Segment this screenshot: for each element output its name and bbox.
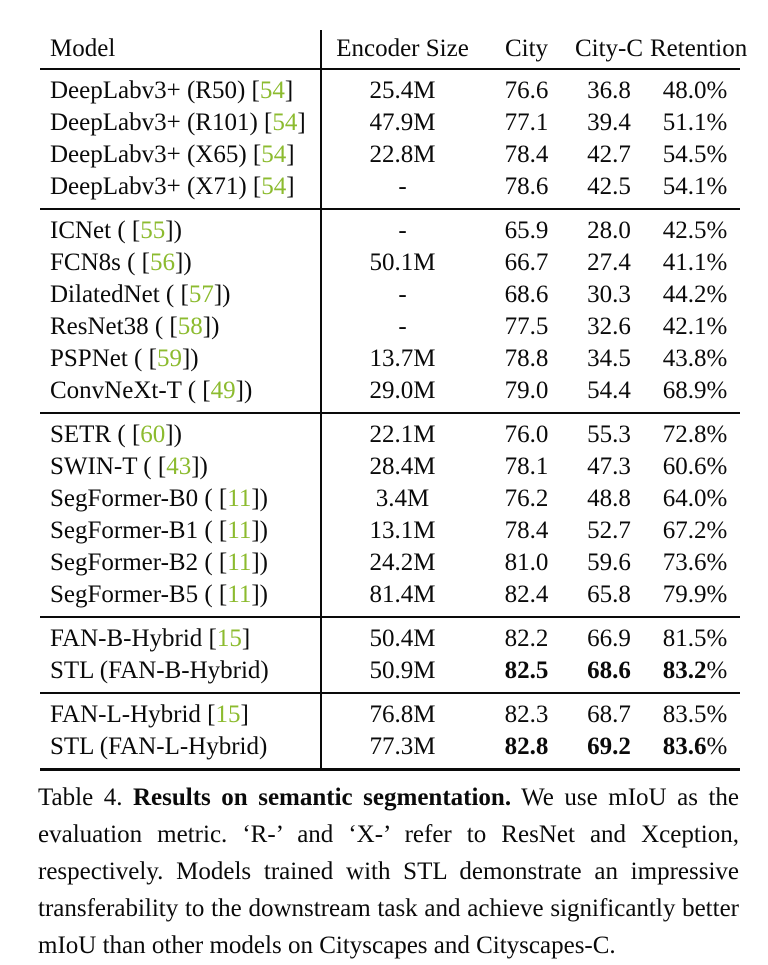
city-c-miou-value: 36.8	[587, 77, 631, 104]
table-section-4	[40, 618, 740, 694]
city-c-miou-value: 48.8	[587, 485, 631, 512]
table-row	[40, 655, 740, 687]
retention-cell	[650, 249, 740, 277]
city-c-miou-value: 27.4	[587, 249, 631, 276]
column-header-model: Model	[50, 35, 116, 62]
city-miou-value: 76.0	[504, 421, 549, 448]
column-header-retention: Retention	[650, 35, 748, 62]
model-name: STL (FAN-L-Hybrid)	[50, 733, 268, 760]
model-name-suffix: ])	[251, 549, 268, 576]
city-miou-value: 77.5	[504, 313, 549, 340]
model-cell	[40, 141, 320, 169]
city-miou-value: 82.8	[504, 733, 549, 760]
table-section-5	[40, 694, 740, 771]
retention-value: 51.1	[662, 109, 707, 136]
percent-sign: %	[706, 581, 728, 608]
model-name-suffix: ])	[213, 281, 231, 308]
city-miou-cell	[485, 485, 568, 513]
city-c-miou-value: 59.6	[587, 549, 631, 576]
model-name-suffix: ])	[175, 249, 192, 276]
retention-value: 79.9	[662, 581, 707, 608]
city-miou-cell	[485, 549, 568, 577]
model-cell	[40, 549, 320, 577]
retention-value: 83.6	[662, 733, 707, 760]
retention-cell	[650, 77, 740, 105]
model-cell	[40, 485, 320, 513]
model-name-suffix: ]	[286, 141, 295, 168]
retention-value: 42.5	[662, 217, 707, 244]
encoder-size-cell: 29.0M	[369, 377, 436, 404]
city-c-miou-cell	[568, 345, 650, 373]
model-cell	[40, 345, 320, 373]
model-cell	[40, 109, 320, 137]
city-miou-value: 82.4	[504, 581, 549, 608]
retention-value: 83.5	[662, 701, 707, 728]
percent-sign: %	[706, 733, 728, 760]
city-c-miou-cell	[568, 249, 650, 277]
retention-cell	[650, 217, 740, 245]
retention-cell	[650, 109, 740, 137]
retention-cell	[650, 625, 740, 653]
citation-link[interactable]: 56	[150, 249, 176, 276]
model-cell	[40, 581, 320, 609]
city-c-miou-cell	[568, 313, 650, 341]
column-divider-rule	[320, 30, 322, 771]
table-section-1	[40, 70, 740, 210]
city-c-miou-cell	[568, 733, 650, 761]
model-cell	[40, 217, 320, 245]
table-row	[40, 579, 740, 611]
table-row	[40, 375, 740, 407]
retention-cell	[650, 733, 740, 761]
retention-cell	[650, 377, 740, 405]
city-c-miou-cell	[568, 377, 650, 405]
citation-link[interactable]: 58	[177, 313, 203, 340]
retention-cell	[650, 517, 740, 545]
city-miou-cell	[485, 313, 568, 341]
model-cell	[40, 313, 320, 341]
model-cell	[40, 453, 320, 481]
retention-value: 68.9	[662, 377, 707, 404]
citation-link[interactable]: 54	[261, 141, 287, 168]
retention-cell	[650, 701, 740, 729]
percent-sign: %	[706, 453, 728, 480]
percent-sign: %	[706, 421, 728, 448]
city-miou-value: 79.0	[504, 377, 549, 404]
percent-sign: %	[706, 701, 728, 728]
model-name: STL (FAN-B-Hybrid)	[50, 657, 269, 684]
citation-link[interactable]: 57	[188, 281, 214, 308]
model-cell	[40, 249, 320, 277]
city-c-miou-value: 42.7	[587, 141, 631, 168]
model-name: SegFormer-B5 ( [	[50, 581, 228, 608]
city-c-miou-cell	[568, 421, 650, 449]
citation-link[interactable]: 59	[156, 345, 182, 372]
encoder-size-cell: 25.4M	[369, 77, 436, 104]
citation-link[interactable]: 54	[261, 173, 287, 200]
model-cell	[40, 701, 320, 729]
city-miou-value: 76.6	[504, 77, 549, 104]
city-c-miou-cell	[568, 625, 650, 653]
citation-link[interactable]: 15	[215, 701, 241, 728]
city-miou-cell	[485, 249, 568, 277]
model-name-suffix: ]	[284, 77, 294, 104]
model-name: FAN-B-Hybrid [	[50, 625, 217, 652]
city-c-miou-cell	[568, 217, 650, 245]
encoder-size-cell: 24.2M	[369, 549, 436, 576]
table-caption	[38, 779, 739, 964]
city-miou-cell	[485, 77, 568, 105]
city-miou-cell	[485, 517, 568, 545]
table-row	[40, 547, 740, 579]
retention-value: 54.1	[662, 173, 707, 200]
city-c-miou-value: 68.7	[587, 701, 631, 728]
retention-value: 72.8	[662, 421, 707, 448]
column-header-city: City	[504, 35, 549, 62]
city-miou-value: 78.8	[504, 345, 549, 372]
percent-sign: %	[706, 281, 728, 308]
retention-cell	[650, 549, 740, 577]
percent-sign: %	[706, 517, 728, 544]
percent-sign: %	[706, 77, 728, 104]
city-c-miou-value: 30.3	[587, 281, 631, 308]
table-row	[40, 699, 740, 731]
model-name: SETR ( [	[50, 421, 141, 448]
table-section-2	[40, 210, 740, 414]
citation-link[interactable]: 11	[227, 485, 252, 512]
city-c-miou-value: 54.4	[587, 377, 631, 404]
city-c-miou-value: 34.5	[587, 345, 631, 372]
percent-sign: %	[706, 109, 728, 136]
encoder-size-cell: 47.9M	[369, 109, 436, 136]
model-name: DilatedNet ( [	[50, 281, 189, 308]
column-header-city-c: City-C	[574, 35, 644, 62]
model-cell	[40, 173, 320, 201]
percent-sign: %	[706, 313, 728, 340]
table-header-row	[40, 30, 748, 70]
encoder-size-cell: 13.1M	[369, 517, 436, 544]
city-c-miou-value: 42.5	[587, 173, 631, 200]
percent-sign: %	[706, 173, 728, 200]
table-row	[40, 483, 740, 515]
model-name: ConvNeXt-T ( [	[50, 377, 211, 404]
encoder-size-cell: -	[398, 313, 407, 340]
retention-cell	[650, 141, 740, 169]
percent-sign: %	[706, 141, 728, 168]
city-c-miou-cell	[568, 141, 650, 169]
city-c-miou-cell	[568, 77, 650, 105]
caption-body: We use mIoU as the evaluation metric. ‘R-’ and ‘X-’ refer to ResNet and Xception, respectively. Models trained with STL demonstrate an impressive transferability to the downstream task and achieve significantly better mIoU than other models on Cityscapes and Cityscapes-C.	[38, 784, 739, 959]
table-row	[40, 731, 740, 763]
model-name-suffix: ])	[251, 517, 268, 544]
city-c-miou-value: 68.6	[587, 657, 631, 684]
city-miou-value: 82.2	[504, 625, 549, 652]
model-name-suffix: ]	[286, 173, 295, 200]
encoder-size-cell: 22.1M	[369, 421, 436, 448]
retention-value: 73.6	[662, 549, 707, 576]
model-name: SegFormer-B0 ( [	[50, 485, 228, 512]
caption-title: Results on semantic segmentation.	[132, 784, 512, 811]
table-row	[40, 139, 740, 171]
percent-sign: %	[706, 345, 728, 372]
encoder-size-cell: 81.4M	[369, 581, 436, 608]
city-miou-value: 78.1	[504, 453, 549, 480]
citation-link[interactable]: 49	[210, 377, 236, 404]
retention-cell	[650, 281, 740, 309]
percent-sign: %	[706, 217, 728, 244]
city-miou-cell	[485, 173, 568, 201]
citation-link[interactable]: 54	[272, 109, 298, 136]
model-name-suffix: ])	[251, 485, 268, 512]
city-c-miou-value: 52.7	[587, 517, 631, 544]
city-miou-value: 78.6	[504, 173, 549, 200]
city-c-miou-value: 39.4	[587, 109, 631, 136]
retention-value: 54.5	[662, 141, 707, 168]
city-miou-value: 78.4	[504, 141, 549, 168]
model-name: SegFormer-B2 ( [	[50, 549, 228, 576]
citation-link[interactable]: 11	[227, 517, 252, 544]
retention-value: 64.0	[662, 485, 707, 512]
encoder-size-cell: -	[398, 281, 407, 308]
city-miou-value: 65.9	[504, 217, 549, 244]
city-c-miou-value: 55.3	[587, 421, 631, 448]
model-name: DeepLabv3+ (R101) [	[50, 109, 273, 136]
city-miou-cell	[485, 217, 568, 245]
city-c-miou-value: 32.6	[587, 313, 631, 340]
encoder-size-cell: 28.4M	[369, 453, 436, 480]
model-name: PSPNet ( [	[50, 345, 157, 372]
encoder-size-cell: 22.8M	[369, 141, 436, 168]
encoder-size-cell: 3.4M	[375, 485, 430, 512]
citation-link[interactable]: 43	[166, 453, 192, 480]
model-name-suffix: ]	[241, 625, 251, 652]
encoder-size-cell: -	[398, 173, 407, 200]
city-miou-value: 82.5	[504, 657, 549, 684]
table-row	[40, 247, 740, 279]
encoder-size-cell: -	[398, 217, 407, 244]
table-row	[40, 515, 740, 547]
city-miou-cell	[485, 453, 568, 481]
model-name: ResNet38 ( [	[50, 313, 178, 340]
retention-cell	[650, 485, 740, 513]
retention-value: 67.2	[662, 517, 707, 544]
table-row	[40, 451, 740, 483]
table-row	[40, 75, 740, 107]
retention-cell	[650, 657, 740, 685]
percent-sign: %	[706, 485, 728, 512]
encoder-size-cell: 50.4M	[369, 625, 436, 652]
retention-value: 42.1	[662, 313, 707, 340]
model-cell	[40, 733, 320, 761]
model-name-suffix: ]	[240, 701, 249, 728]
city-miou-cell	[485, 345, 568, 373]
model-name-suffix: ])	[251, 581, 268, 608]
percent-sign: %	[706, 657, 728, 684]
city-miou-value: 76.2	[504, 485, 549, 512]
encoder-size-cell: 77.3M	[369, 733, 436, 760]
model-name: DeepLabv3+ (X65) [	[50, 141, 262, 168]
table-section-3	[40, 414, 740, 618]
model-name: FAN-L-Hybrid [	[50, 701, 216, 728]
model-cell	[40, 377, 320, 405]
caption-label: Table 4.	[38, 784, 133, 811]
model-name-suffix: ])	[202, 313, 220, 340]
citation-link[interactable]: 60	[140, 421, 166, 448]
model-cell	[40, 77, 320, 105]
model-name-suffix: ])	[181, 345, 199, 372]
model-cell	[40, 625, 320, 653]
city-c-miou-cell	[568, 281, 650, 309]
city-miou-cell	[485, 109, 568, 137]
retention-cell	[650, 345, 740, 373]
city-c-miou-cell	[568, 453, 650, 481]
citation-link[interactable]: 15	[216, 625, 242, 652]
retention-value: 44.2	[662, 281, 707, 308]
model-name: SegFormer-B1 ( [	[50, 517, 228, 544]
city-c-miou-cell	[568, 517, 650, 545]
table-row	[40, 215, 740, 247]
model-name: FCN8s ( [	[50, 249, 151, 276]
encoder-size-cell: 50.9M	[369, 657, 436, 684]
city-c-miou-cell	[568, 657, 650, 685]
city-c-miou-value: 47.3	[587, 453, 631, 480]
model-name: DeepLabv3+ (R50) [	[50, 77, 260, 104]
percent-sign: %	[706, 625, 728, 652]
city-c-miou-value: 66.9	[587, 625, 631, 652]
encoder-size-cell: 76.8M	[369, 701, 436, 728]
results-table	[40, 30, 748, 771]
city-miou-cell	[485, 733, 568, 761]
retention-value: 48.0	[662, 77, 707, 104]
city-c-miou-value: 65.8	[587, 581, 631, 608]
city-c-miou-value: 69.2	[587, 733, 631, 760]
city-c-miou-cell	[568, 549, 650, 577]
model-name-suffix: ]	[297, 109, 306, 136]
percent-sign: %	[706, 377, 728, 404]
citation-link[interactable]: 11	[227, 549, 252, 576]
city-miou-cell	[485, 141, 568, 169]
encoder-size-cell: 50.1M	[369, 249, 436, 276]
model-name: SWIN-T ( [	[50, 453, 167, 480]
model-cell	[40, 281, 320, 309]
city-c-miou-cell	[568, 485, 650, 513]
city-miou-cell	[485, 657, 568, 685]
table-row	[40, 623, 740, 655]
citation-link[interactable]: 55	[140, 217, 166, 244]
city-miou-value: 81.0	[504, 549, 549, 576]
city-c-miou-cell	[568, 701, 650, 729]
city-c-miou-cell	[568, 173, 650, 201]
city-c-miou-cell	[568, 109, 650, 137]
column-header-encoder-size: Encoder Size	[336, 35, 469, 62]
city-miou-cell	[485, 701, 568, 729]
citation-link[interactable]: 54	[259, 77, 285, 104]
encoder-size-cell: 13.7M	[369, 345, 436, 372]
city-miou-value: 82.3	[504, 701, 549, 728]
model-name-suffix: ])	[165, 421, 182, 448]
model-name-suffix: ])	[191, 453, 208, 480]
model-cell	[40, 421, 320, 449]
retention-value: 41.1	[662, 249, 707, 276]
results-table-body	[40, 70, 740, 771]
city-miou-cell	[485, 421, 568, 449]
retention-value: 83.2	[662, 657, 707, 684]
model-name: ICNet ( [	[50, 217, 141, 244]
retention-cell	[650, 453, 740, 481]
retention-cell	[650, 313, 740, 341]
table-row	[40, 343, 740, 375]
city-miou-value: 77.1	[504, 109, 549, 136]
retention-value: 60.6	[662, 453, 707, 480]
retention-value: 43.8	[662, 345, 707, 372]
retention-cell	[650, 581, 740, 609]
model-name-suffix: ])	[235, 377, 253, 404]
model-cell	[40, 657, 320, 685]
table-row	[40, 419, 740, 451]
city-miou-cell	[485, 581, 568, 609]
retention-cell	[650, 173, 740, 201]
table-row	[40, 279, 740, 311]
model-name-suffix: ])	[165, 217, 182, 244]
citation-link[interactable]: 11	[227, 581, 252, 608]
model-cell	[40, 517, 320, 545]
table-row	[40, 107, 740, 139]
percent-sign: %	[706, 549, 728, 576]
retention-cell	[650, 421, 740, 449]
city-miou-cell	[485, 377, 568, 405]
city-miou-cell	[485, 625, 568, 653]
city-miou-cell	[485, 281, 568, 309]
table-row	[40, 311, 740, 343]
city-c-miou-cell	[568, 581, 650, 609]
city-miou-value: 78.4	[504, 517, 549, 544]
percent-sign: %	[706, 249, 728, 276]
city-miou-value: 68.6	[504, 281, 549, 308]
retention-value: 81.5	[662, 625, 707, 652]
table-row	[40, 171, 740, 203]
city-c-miou-value: 28.0	[587, 217, 631, 244]
city-miou-value: 66.7	[504, 249, 549, 276]
model-name: DeepLabv3+ (X71) [	[50, 173, 262, 200]
